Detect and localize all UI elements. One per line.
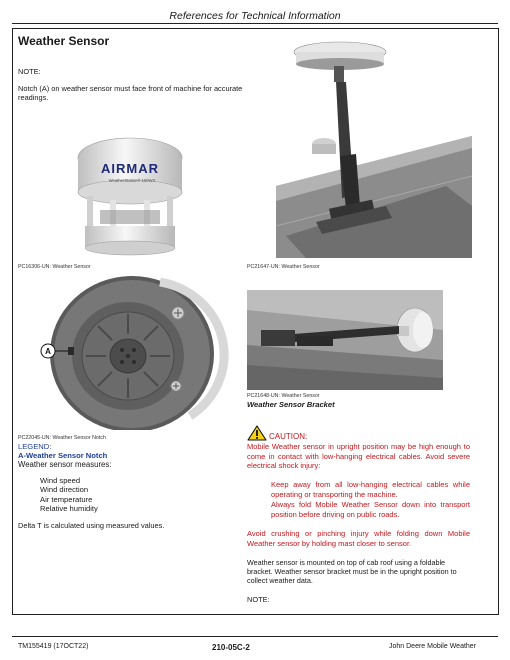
sensor-caption: PC16306-UN: Weather Sensor (18, 264, 91, 270)
airmar-logo: AIRMAR (101, 161, 159, 176)
sensor-bracket-photo (247, 290, 443, 390)
measure-item: Wind direction (40, 485, 89, 495)
caution-label: CAUTION: (269, 432, 308, 441)
section-title: Weather Sensor (18, 34, 110, 48)
caution-bullet-1: Keep away from all low-hanging electrical cables while operating or transporting the machine. (271, 480, 470, 499)
bracket-caption: PC21648-UN: Weather Sensor (247, 393, 320, 399)
airmar-model: WeatherStation® 150WX (108, 178, 156, 183)
footer-rule (12, 636, 498, 637)
cab-mast-photo (276, 36, 472, 258)
callout-a: A (45, 347, 51, 356)
caution-icon (247, 425, 267, 441)
header-rule (12, 23, 498, 24)
measure-item: Air temperature (40, 494, 93, 504)
cab-mast-caption: PC21647-UN: Weather Sensor (247, 264, 320, 270)
mount-text: Weather sensor is mounted on top of cab roof using a foldable bracket. Weather sensor bracket must be in the upright position to collect weather data. (247, 558, 457, 585)
delta-t-note: Delta T is calculated using measured values. (18, 521, 165, 530)
caution-bullet-2: Always fold Mobile Weather Sensor down into transport position before driving on public roads. (271, 500, 470, 519)
crush-warning: Avoid crushing or pinching injury while folding down Mobile Weather sensor by holding mast closer to sensor. (247, 529, 470, 548)
measure-item: Relative humidity (40, 503, 98, 513)
footer-doc-id: TM155419 (17OCT22) (18, 643, 89, 650)
footer-page-number: 210-05C-2 (212, 643, 250, 652)
measures-intro: Weather sensor measures: (18, 460, 112, 469)
footer-manual-title: John Deere Mobile Weather (389, 643, 477, 650)
page-header: References for Technical Information (169, 10, 341, 22)
note-label-2: NOTE: (247, 595, 270, 604)
weather-sensor-photo (55, 130, 205, 258)
measures-list (40, 476, 98, 513)
caution-intro: Mobile Weather sensor in upright position may be high enough to come in contact with low-hanging electrical cables. Avoid severe electrical shock injury: (247, 442, 470, 471)
notch-caption: PC22045-UN: Weather Sensor Notch (18, 435, 106, 441)
legend-item: A-Weather Sensor Notch (18, 451, 108, 460)
legend-label: LEGEND: (18, 442, 52, 451)
note-label: NOTE: (18, 67, 41, 76)
sensor-notch-photo (40, 276, 230, 430)
bracket-title: Weather Sensor Bracket (247, 400, 335, 409)
measure-item: Wind speed (40, 476, 81, 485)
note-text: Notch (A) on weather sensor must face front of machine for accurate readings. (18, 84, 243, 103)
